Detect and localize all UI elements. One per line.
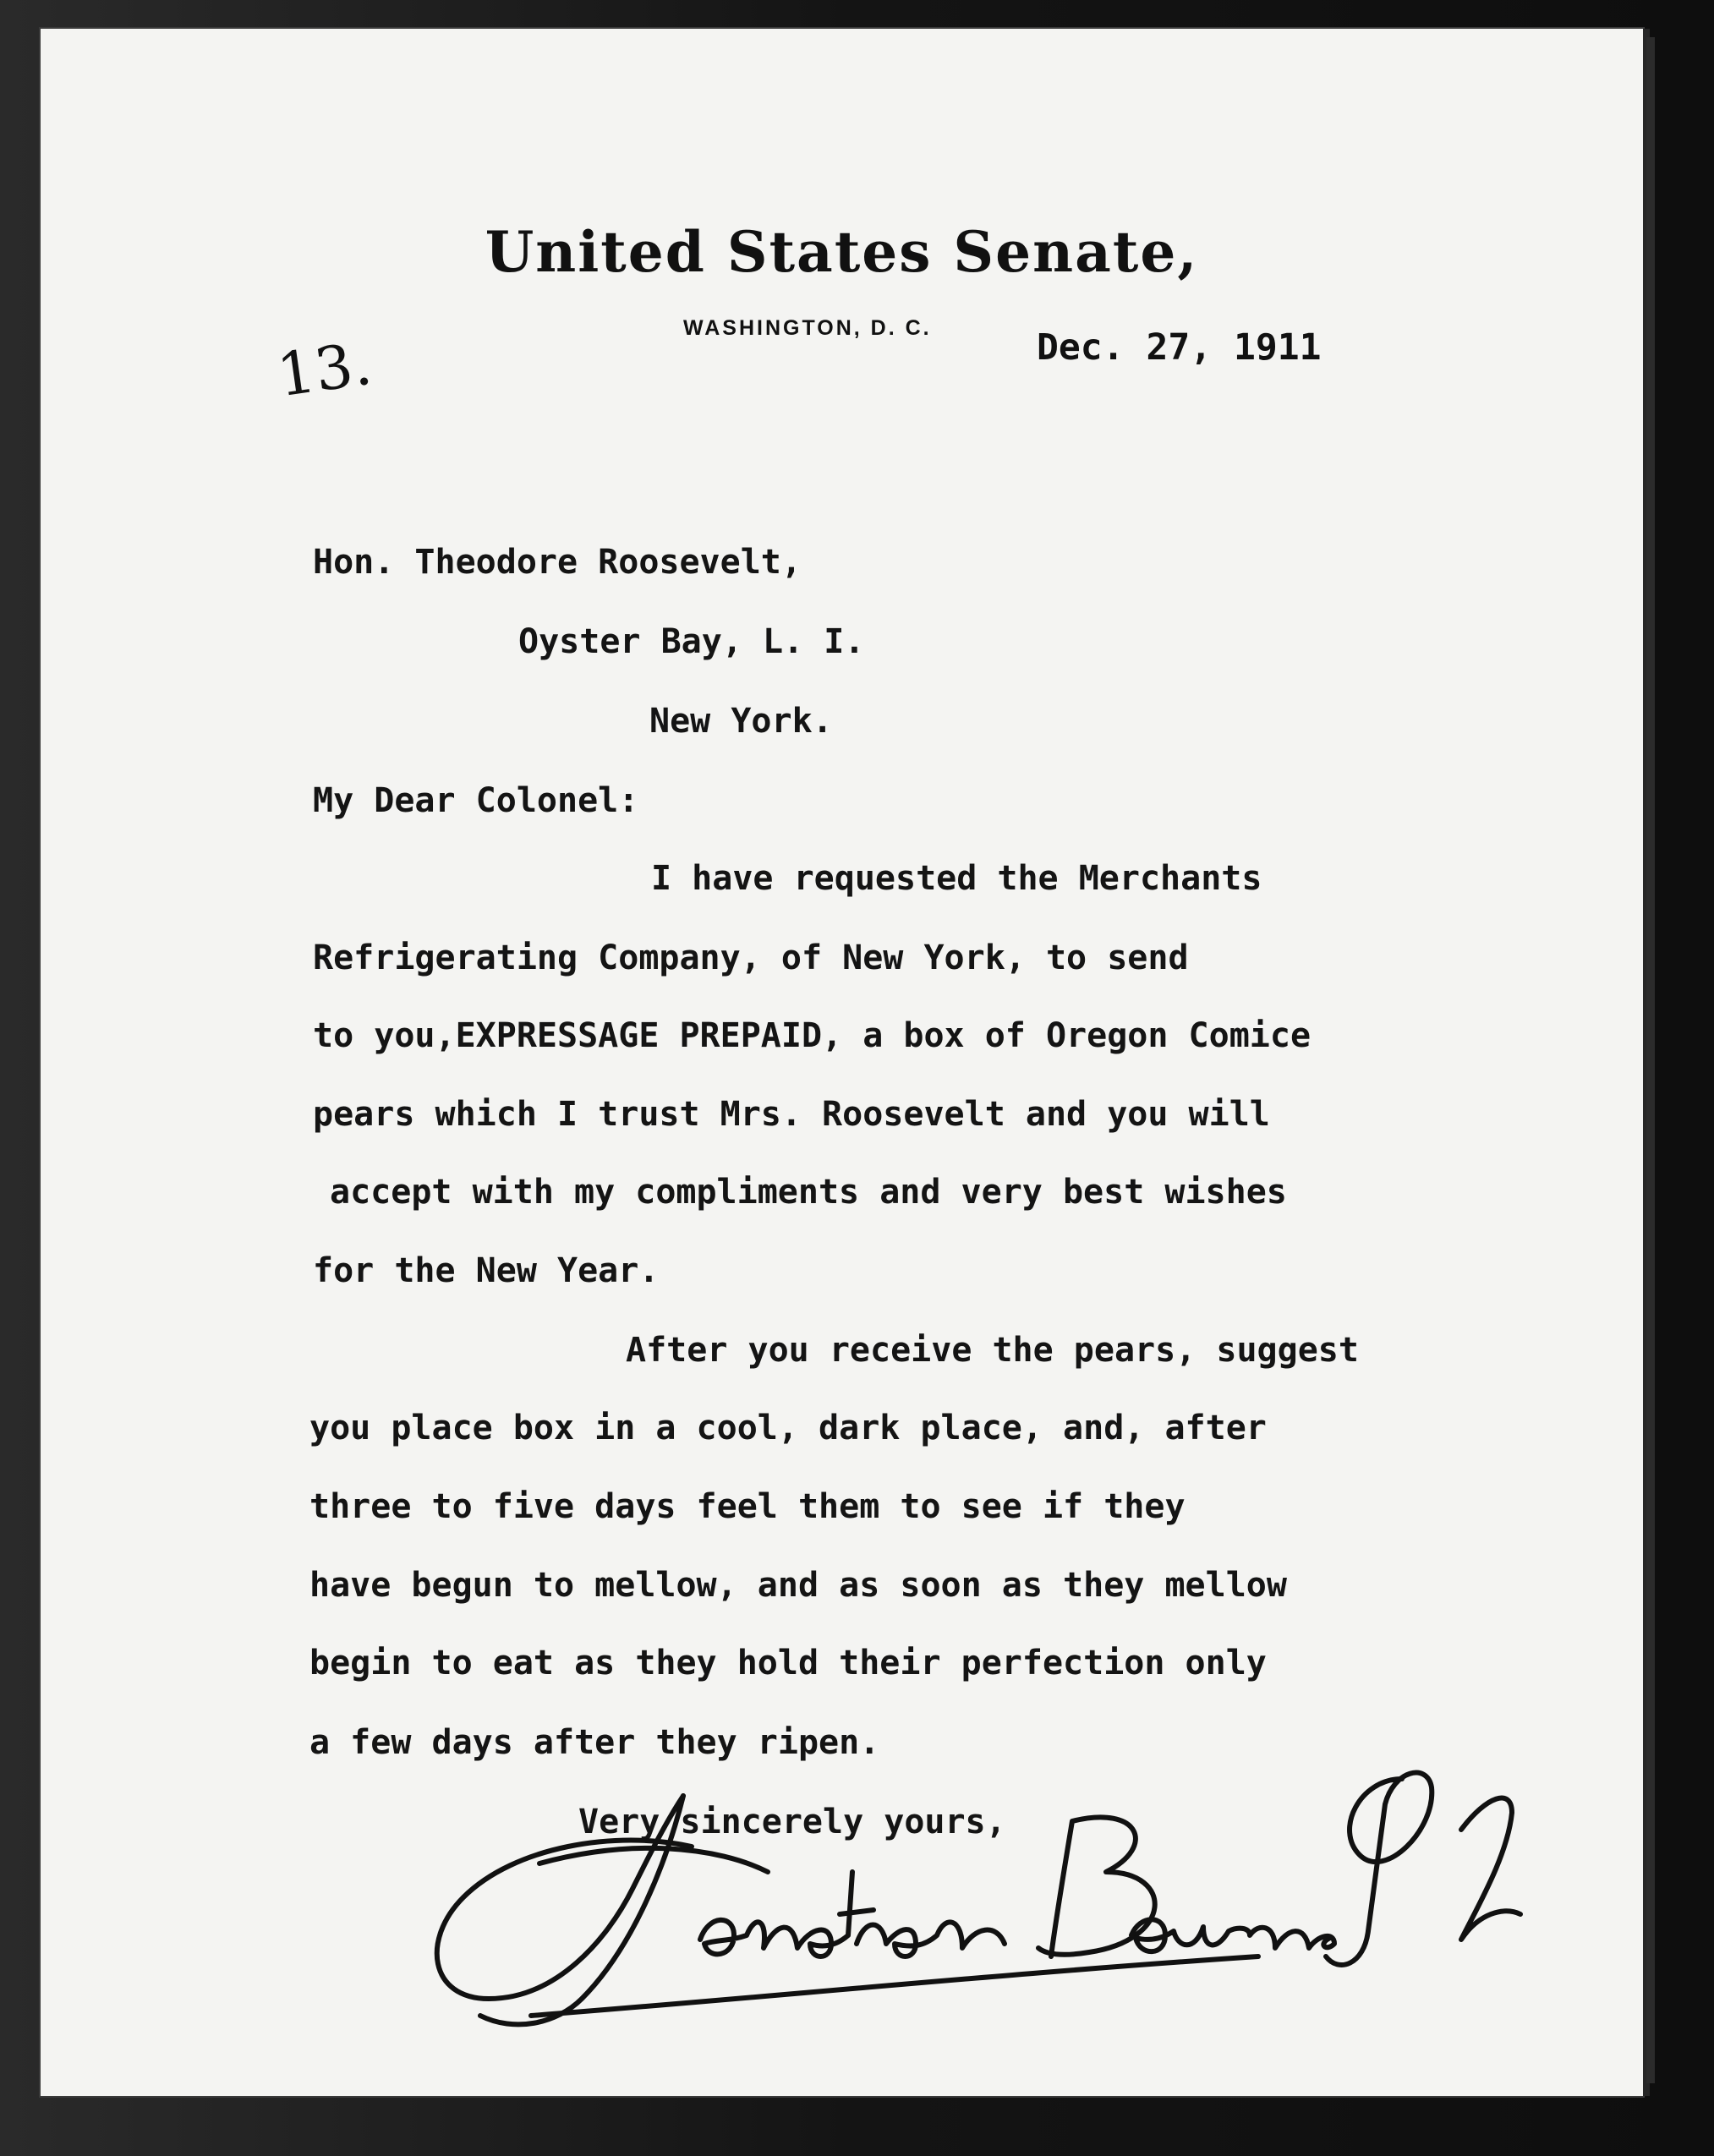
body-line: have begun to mellow, and as soon as they mellow (309, 1566, 1287, 1605)
body-line: accept with my compliments and very best wishes (330, 1173, 1287, 1212)
closing: Very sincerely yours, (578, 1803, 1006, 1841)
body-line: a few days after they ripen. (309, 1723, 880, 1762)
recipient-address-line-2: New York. (649, 702, 833, 741)
letter-date: Dec. 27, 1911 (1037, 326, 1322, 369)
handwritten-page-number: 13. (272, 328, 376, 411)
body-line: After you receive the pears, suggest (626, 1331, 1359, 1370)
body-line: begin to eat as they hold their perfection only (309, 1644, 1267, 1683)
body-line: to you,EXPRESSAGE PREPAID, a box of Oregon Comice (313, 1016, 1312, 1055)
letterhead-title: United States Senate, (485, 219, 1199, 285)
body-line: three to five days feel them to see if they (309, 1487, 1186, 1526)
handwritten-signature (413, 1745, 1613, 2049)
body-line: I have requested the Merchants (651, 859, 1262, 898)
letterhead-city: WASHINGTON, D. C. (683, 316, 932, 340)
body-line: you place box in a cool, dark place, and, after (309, 1409, 1267, 1447)
body-line: pears which I trust Mrs. Roosevelt and you will (313, 1095, 1270, 1134)
letter-page (41, 29, 1643, 2096)
salutation: My Dear Colonel: (313, 781, 639, 820)
recipient-address-line-1: Oyster Bay, L. I. (518, 622, 865, 661)
body-line: Refrigerating Company, of New York, to send (313, 938, 1189, 977)
recipient-name: Hon. Theodore Roosevelt, (313, 543, 802, 582)
page-edge-shadow (1646, 37, 1655, 2083)
body-line: for the New Year. (313, 1251, 660, 1290)
